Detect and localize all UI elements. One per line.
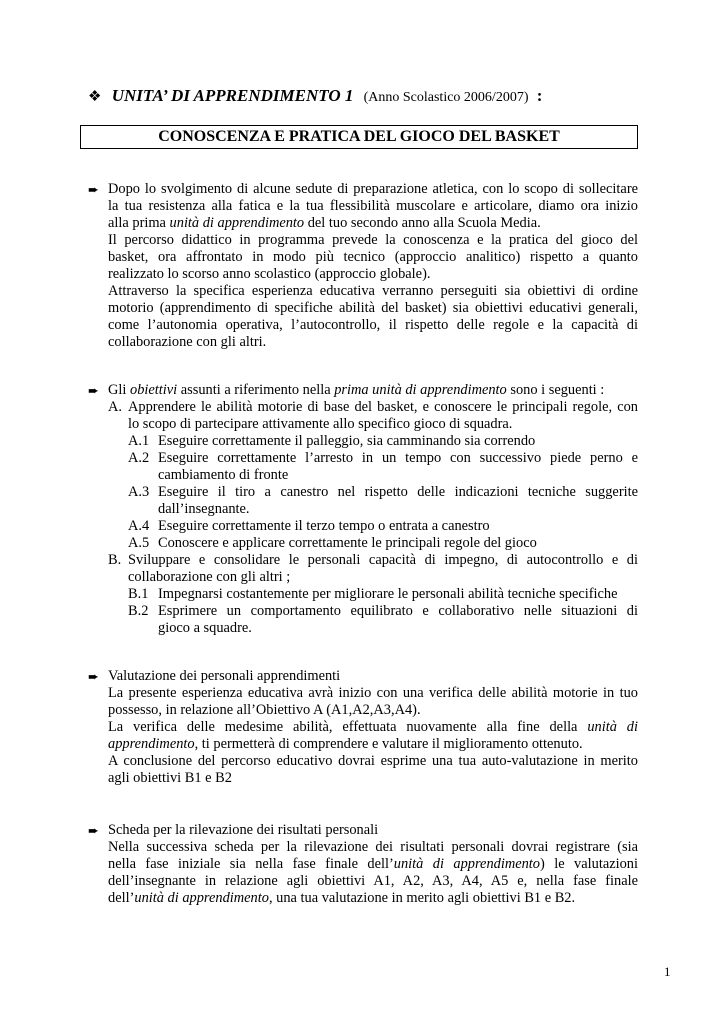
objective-a	[108, 399, 638, 433]
text-line: come l’autonomia operativa, l’autocontrollo, il rispetto delle regole e la capacità di	[108, 317, 638, 333]
unit-heading	[88, 86, 542, 106]
text-line: Attraverso la specifica esperienza educativa verranno perseguiti sia obiettivi di ordine	[108, 283, 638, 299]
text-line: A conclusione del percorso educativo dovrai esprime una tua auto-valutazione in merito	[108, 753, 638, 769]
page-number: 1	[664, 964, 671, 979]
heading-colon: :	[536, 86, 543, 105]
text-line: lo scopo di partecipare attivamente allo specifico gioco di squadra.	[128, 416, 513, 432]
objectives-intro: Gli obiettivi assunti a riferimento nella prima unità di apprendimento sono i seguenti :	[108, 382, 605, 398]
arrow-bullet-icon: ➨	[88, 823, 99, 838]
unit-title: UNITA’ DI APPRENDIMENTO 1	[111, 86, 354, 105]
text-line: nella fase iniziale sia nella fase finale dell’unità di apprendimento) le valutazioni	[108, 856, 638, 872]
text-line: Valutazione dei personali apprendimenti	[108, 668, 341, 684]
text-line: Conoscere e applicare correttamente le principali regole del gioco	[158, 535, 537, 551]
sub-label: A.4	[128, 518, 150, 534]
sub-label: B.1	[128, 586, 149, 602]
arrow-bullet-icon: ➨	[88, 383, 99, 398]
text-line: dell’unità di apprendimento, una tua valutazione in merito agli obiettivi B1 e B2.	[108, 890, 576, 906]
text-line: possesso, in relazione all’Obiettivo A (A1,A2,A3,A4).	[108, 702, 421, 718]
diamond-bullet-icon: ❖	[88, 89, 102, 105]
objective-b-label: B.	[108, 552, 122, 568]
text-line: Eseguire correttamente il palleggio, sia camminando sia correndo	[158, 433, 536, 449]
text-line: Eseguire correttamente il terzo tempo o entrata a canestro	[158, 518, 490, 534]
text-line: Eseguire correttamente l’arresto in un tempo con successivo piede perno e	[158, 450, 638, 466]
text-line: agli obiettivi B1 e B2	[108, 770, 232, 786]
sub-objective-a2	[128, 450, 638, 484]
text-line: alla prima unità di apprendimento del tuo secondo anno alla Scuola Media.	[108, 215, 541, 231]
text-line: dell’insegnante in relazione agli obiettivi A1, A2, A3, A4, A5 e, nella fase finale	[108, 873, 638, 889]
sub-objective-a3	[128, 484, 638, 518]
text-line: basket, ora affrontato in modo più tecnico (approccio analitico) rispetto a quanto	[108, 249, 638, 265]
sub-objective-a5	[128, 535, 638, 552]
sub-label: A.3	[128, 484, 150, 500]
sub-label: B.2	[128, 603, 149, 619]
sub-label: A.1	[128, 433, 150, 449]
text-line: Sviluppare e consolidare le personali capacità di impegno, di autocontrollo e di	[128, 552, 638, 568]
text-line: Apprendere le abilità motorie di base del basket, e conoscere le principali regole, con	[128, 399, 638, 415]
text-line: cambiamento di fronte	[158, 467, 289, 483]
arrow-bullet-icon: ➨	[88, 182, 99, 197]
text-line: Scheda per la rilevazione dei risultati personali	[108, 822, 379, 838]
text-line: La verifica delle medesime abilità, effettuata nuovamente alla fine della unità di	[108, 719, 639, 735]
sub-label: A.5	[128, 535, 150, 551]
text-line: Esprimere un comportamento equilibrato e collaborativo nelle situazioni di	[158, 603, 638, 619]
sub-objective-a4	[128, 518, 638, 535]
sub-label: A.2	[128, 450, 150, 466]
sub-objective-a1	[128, 433, 638, 450]
objective-a-label: A.	[108, 399, 122, 415]
text-line: apprendimento, ti permetterà di comprendere e valutare il miglioramento ottenuto.	[108, 736, 583, 752]
text-line: Nella successiva scheda per la rilevazione dei risultati personali dovrai registrare (sia	[108, 839, 638, 855]
school-year: (Anno Scolastico 2006/2007)	[363, 90, 529, 105]
text-line: collaborazione con gli altri ;	[128, 569, 291, 585]
text-line: Dopo lo svolgimento di alcune sedute di preparazione atletica, con lo scopo di sollecitare	[108, 181, 638, 197]
text-line: motorio (apprendimento di specifiche abilità del basket) sia obiettivi educativi generali,	[108, 300, 638, 316]
boxed-title: CONOSCENZA E PRATICA DEL GIOCO DEL BASKET	[80, 125, 638, 149]
sub-objective-b2	[128, 603, 638, 637]
text-line: la tua resistenza alla fatica e la tua flessibilità muscolare e articolare, diamo ora inizio	[108, 198, 638, 214]
text-line: gioco a squadre.	[158, 620, 252, 636]
text-line: La presente esperienza educativa avrà inizio con una verifica delle abilità motorie in tuo	[108, 685, 638, 701]
text-line: Impegnarsi costantemente per migliorare le personali abilità tecniche specifiche	[158, 586, 618, 602]
text-line: dall’insegnante.	[158, 501, 250, 517]
objective-b	[108, 552, 638, 586]
text-line: Il percorso didattico in programma prevede la conoscenza e la pratica del gioco del	[108, 232, 638, 248]
sub-objective-b1	[128, 586, 638, 603]
text-line: Eseguire il tiro a canestro nel rispetto delle indicazioni tecniche suggerite	[158, 484, 638, 500]
text-line: collaborazione con gli altri.	[108, 334, 267, 350]
arrow-bullet-icon: ➨	[88, 669, 99, 684]
text-line: realizzato lo scorso anno scolastico (approccio globale).	[108, 266, 431, 282]
